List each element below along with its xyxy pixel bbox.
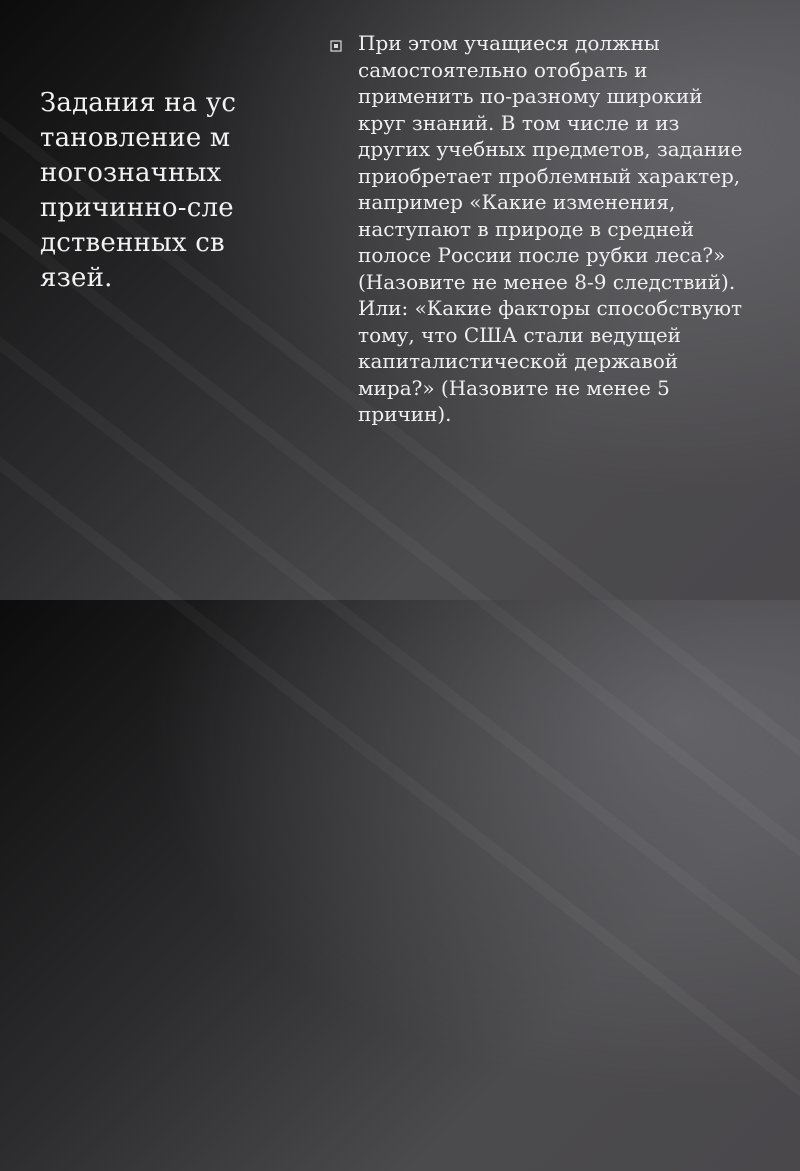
- square-bullet-icon: [330, 40, 342, 52]
- bullet-text: При этом учащиеся должны самостоятельно отобрать и применить по-разному широкий круг знаний. В том числе и из других учебных предметов, задание приобретает проблемный характер, например «Какие изменения, наступают в природе в средней полосе России после рубки леса?» (Назовите не менее 8-9 следствий). Или: «Какие факторы способствуют тому, что США стали ведущей капиталистической державой мира?» (Назовите не менее 5 причин).: [358, 31, 743, 426]
- bullet-item: [330, 30, 770, 428]
- slide-title: Задания на установление многозначных причинно-следственных связей.: [40, 88, 237, 293]
- content-placeholder: [330, 30, 770, 428]
